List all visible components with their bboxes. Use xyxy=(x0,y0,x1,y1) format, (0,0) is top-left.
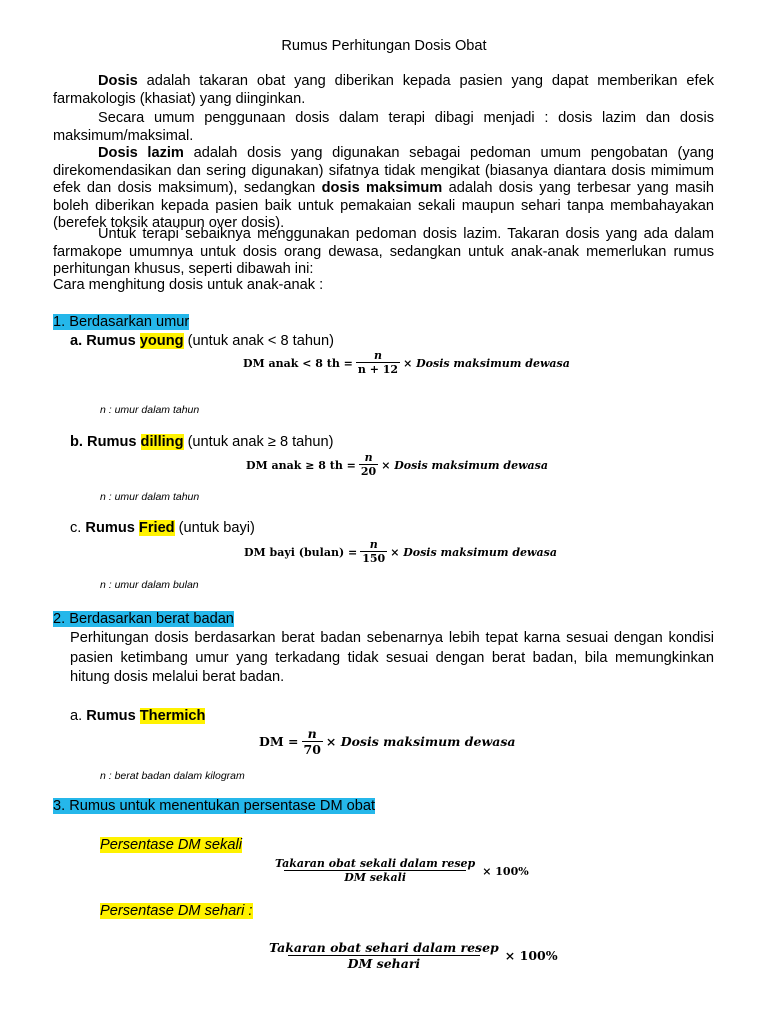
intro-paragraph-1 xyxy=(53,73,714,108)
intro-p3-text-2: adalah dosis yang terbesar yang masih boleh diberikan kepada pasien baik untuk pemakaian sekali maupun sehari tanpa membahayakan (berefek toksik ataupun over dosis). xyxy=(53,180,715,231)
intro-p1-text: adalah takaran obat yang diberikan kepada pasien yang dapat memberikan efek farmakologis (khasiat) yang diinginkan. xyxy=(53,73,714,107)
intro-paragraph-5: Cara menghitung dosis untuk anak-anak : xyxy=(53,277,324,293)
intro-paragraph-3 xyxy=(53,145,714,233)
rumus-young-label: a. Rumus young (untuk anak < 8 tahun) xyxy=(70,333,335,349)
formula-persentase-sekali: $\frac{\text{Takaran obat sekali dalam resep}}{\text{DM sekali}}$ × 100% xyxy=(275,857,529,884)
rumus-thermich-name: Thermich xyxy=(139,708,206,724)
section-1-heading xyxy=(53,314,189,332)
formula-fried: DM bayi (bulan) = $\frac{n}{150}$ × Dosis maksimum dewasa xyxy=(244,538,557,565)
note-fried: n : umur dalam bulan xyxy=(100,579,199,591)
rumus-thermich-label: a. Rumus Thermich xyxy=(70,708,206,724)
section-3-heading xyxy=(53,798,375,816)
formula-thermich: DM = $\frac{n}{70}$ × Dosis maksimum dewasa xyxy=(259,726,516,757)
intro-p3-text-1: adalah dosis yang digunakan sebagai pedoman umum pengobatan (yang direkomendasikan dan sering digunakan) sifatnya tidak mengikat (biasanya diantara dosis mimimum efek dan dosis maksimum), sedangkan xyxy=(53,145,715,196)
intro-p4-text: Untuk terapi sebaiknya menggunakan pedoman dosis lazim. Takaran dosis yang ada dalam farmakope umumnya untuk dosis orang dewasa, sedangkan untuk anak-anak memerlukan rumus perhitungan khusus, seperti dibawah ini: xyxy=(53,226,714,277)
formula-young: DM anak < 8 th = $\frac{n}{n + 12}$ × Dosis maksimum dewasa xyxy=(243,349,570,376)
note-thermich: n : berat badan dalam kilogram xyxy=(100,770,245,782)
intro-paragraph-2 xyxy=(53,110,714,145)
note-young: n : umur dalam tahun xyxy=(100,404,200,416)
rumus-fried-name: Fried xyxy=(138,520,175,536)
note-dilling: n : umur dalam tahun xyxy=(100,491,200,503)
persentase-dm-sekali-label: Persentase DM sekali xyxy=(100,837,242,853)
term-dosis-lazim: Dosis lazim xyxy=(98,145,184,161)
rumus-dilling-name: dilling xyxy=(140,434,184,450)
term-dosis: Dosis xyxy=(98,73,138,89)
section-2-paragraph: Perhitungan dosis berdasarkan berat badan sebenarnya lebih tepat karna sesuai dengan kondisi pasien ketimbang umur yang terkadang tidak sesuai dengan berat badan, bila memungkinkan hitung dosis melalui berat badan. xyxy=(70,630,714,685)
rumus-fried-label: c. Rumus Fried (untuk bayi) xyxy=(70,520,255,536)
intro-paragraph-4 xyxy=(53,226,714,279)
section-2-heading-text: 2. Berdasarkan berat badan xyxy=(53,611,234,627)
formula-dilling: DM anak ≥ 8 th = $\frac{n}{20}$ × Dosis maksimum dewasa xyxy=(246,451,549,478)
rumus-dilling-label: b. Rumus dilling (untuk anak ≥ 8 tahun) xyxy=(70,434,334,450)
term-dosis-maksimum: dosis maksimum xyxy=(321,180,443,196)
section-3-heading-text: 3. Rumus untuk menentukan persentase DM obat xyxy=(53,798,376,814)
rumus-young-name: young xyxy=(139,333,184,349)
page-title: Rumus Perhitungan Dosis Obat xyxy=(281,38,487,54)
persentase-dm-sehari-label: Persentase DM sehari : xyxy=(100,903,253,919)
section-1-heading-text: 1. Berdasarkan umur xyxy=(53,314,190,330)
formula-persentase-sehari: $\frac{\text{Takaran obat sehari dalam resep}}{\text{DM sehari}}$ × 100% xyxy=(269,940,558,971)
section-2-heading xyxy=(53,611,234,629)
intro-p2-text: Secara umum penggunaan dosis dalam terapi dibagi menjadi : dosis lazim dan dosis maksimum/maksimal. xyxy=(53,110,714,144)
